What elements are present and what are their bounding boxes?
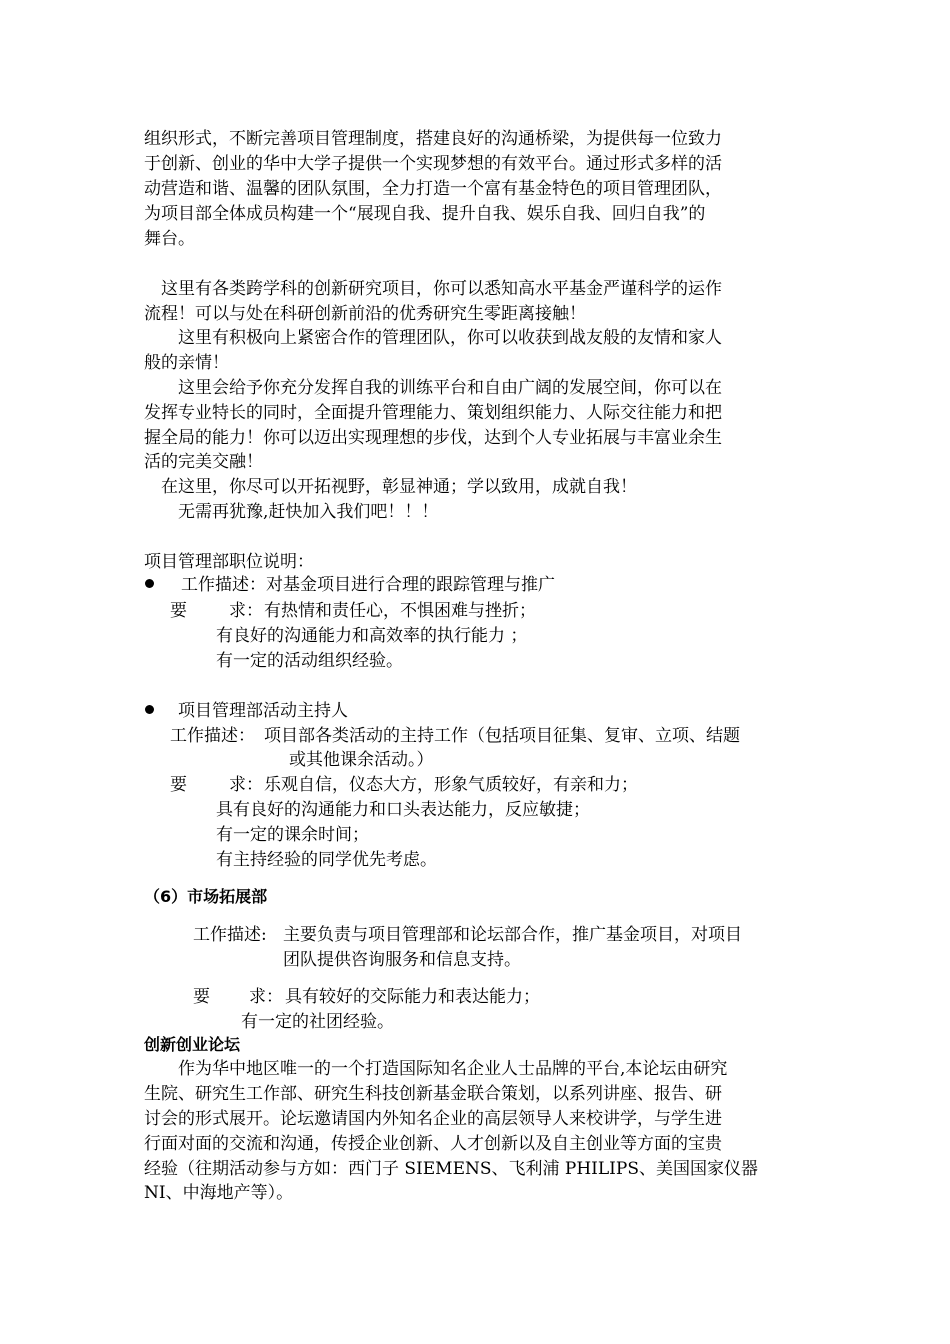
intro-line: 于创新、创业的华中大学子提供一个实现梦想的有效平台。通过形式多样的活 [144,154,722,174]
appeal-line: 流程！可以与处在科研创新前沿的优秀研究生零距离接触！ [144,304,586,324]
forum-line: 作为华中地区唯一的一个打造国际知名企业人士品牌的平台,本论坛由研究 [178,1059,728,1079]
appeal-line: 活的完美交融！ [144,452,263,472]
appeal-line: 这里有积极向上紧密合作的管理团队，你可以收获到战友般的友情和家人 [178,328,722,348]
appeal-line: 这里会给予你充分发挥自我的训练平台和自由广阔的发展空间，你可以在 [178,378,722,398]
desc-label: 工作描述: [193,925,267,945]
bullet-icon [145,579,154,588]
req-item: 具有较好的交际能力和表达能力； [285,987,540,1007]
req-label-b: 求： [229,775,263,795]
intro-line: 组织形式，不断完善项目管理制度，搭建良好的沟通桥梁，为提供每一位致力 [144,129,722,149]
desc-line: 团队提供咨询服务和信息支持。 [283,950,521,970]
appeal-line: 这里有各类跨学科的创新研究项目，你可以悉知高水平基金严谨科学的运作 [161,279,722,299]
req-item: 有一定的社团经验。 [241,1012,394,1032]
desc-line: 或其他课余活动。） [289,750,434,770]
position-desc: 工作描述：对基金项目进行合理的跟踪管理与推广 [181,575,555,595]
req-label-a: 要 [170,601,187,621]
intro-line: 为项目部全体成员构建一个“展现自我、提升自我、娱乐自我、回归自我”的 [144,204,706,224]
req-label-b: 求： [229,601,263,621]
market-heading: （6）市场拓展部 [144,887,268,906]
desc-line: 主要负责与项目管理部和论坛部合作，推广基金项目，对项目 [283,925,742,945]
intro-line: 舞台。 [144,229,195,249]
req-label-b: 求： [249,987,283,1007]
forum-line: 行面对面的交流和沟通，传授企业创新、人才创新以及自主创业等方面的宝贵 [144,1134,722,1154]
forum-line: 讨会的形式展开。论坛邀请国内外知名企业的高层领导人来校讲学，与学生进 [144,1109,722,1129]
appeal-line: 无需再犹豫,赶快加入我们吧！！！ [178,502,439,522]
intro-line: 动营造和谐、温馨的团队氛围，全力打造一个富有基金特色的项目管理团队， [144,179,722,199]
appeal-line: 在这里，你尽可以开拓视野，彰显神通；学以致用，成就自我！ [161,477,637,497]
req-item: 乐观自信，仪态大方，形象气质较好，有亲和力； [264,775,638,795]
position-title: 项目管理部活动主持人 [178,701,348,721]
req-label-a: 要 [170,775,187,795]
appeal-line: 般的亲情！ [144,353,229,373]
req-item: 有一定的活动组织经验。 [216,651,403,671]
appeal-line: 发挥专业特长的同时，全面提升管理能力、策划组织能力、人际交往能力和把 [144,403,722,423]
req-item: 有主持经验的同学优先考虑。 [216,850,437,870]
appeal-line: 握全局的能力！你可以迈出实现理想的步伐，达到个人专业拓展与丰富业余生 [144,428,722,448]
forum-line: NI、中海地产等）。 [144,1183,294,1203]
forum-line: 经验（往期活动参与方如：西门子 SIEMENS、飞利浦 PHILIPS、美国国家仪器 [144,1159,758,1179]
req-item: 具有良好的沟通能力和口头表达能力，反应敏捷； [216,800,590,820]
forum-line: 生院、研究生工作部、研究生科技创新基金联合策划，以系列讲座、报告、研 [144,1084,722,1104]
req-item: 有热情和责任心，不惧困难与挫折； [264,601,536,621]
bullet-icon [145,705,154,714]
positions-heading: 项目管理部职位说明： [144,552,314,572]
forum-heading: 创新创业论坛 [144,1035,241,1054]
desc-label: 工作描述： [170,726,255,746]
req-item: 有一定的课余时间； [216,825,369,845]
req-label-a: 要 [193,987,210,1007]
desc-line: 项目部各类活动的主持工作（包括项目征集、复审、立项、结题 [264,726,740,746]
req-item: 有良好的沟通能力和高效率的执行能力 ； [216,626,528,646]
